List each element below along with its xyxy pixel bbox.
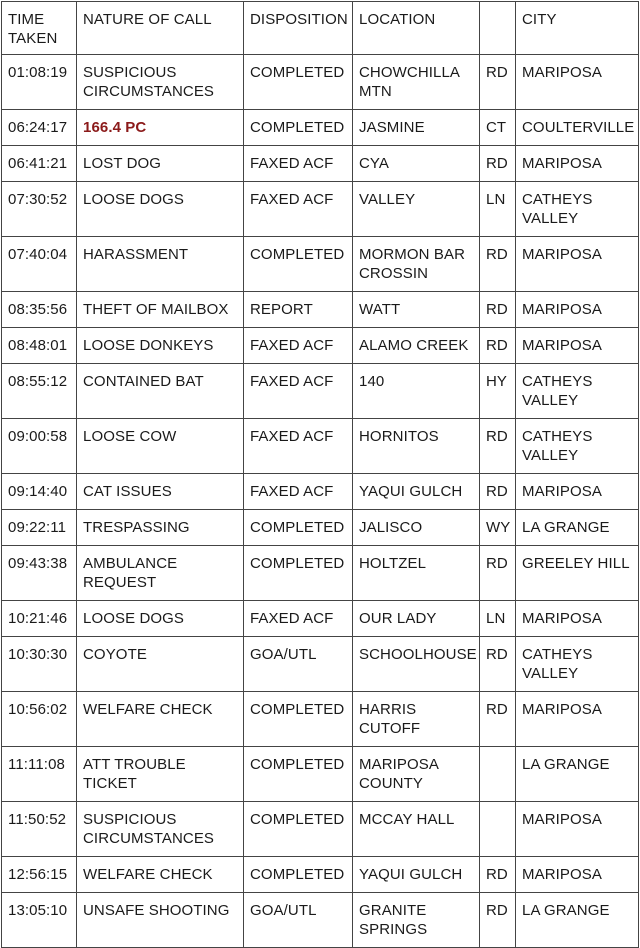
table-body	[2, 55, 639, 948]
city-cell: MARIPOSA	[516, 692, 639, 747]
location-cell: JASMINE	[353, 110, 480, 146]
time-cell: 08:55:12	[2, 364, 77, 419]
nature-of-call-cell: 166.4 PC	[77, 110, 244, 146]
city-cell: LA GRANGE	[516, 893, 639, 948]
header-disposition: DISPOSITION	[244, 2, 353, 55]
header-time-taken: TIME TAKEN	[2, 2, 77, 55]
call-log-table	[1, 1, 639, 948]
disposition-cell: FAXED ACF	[244, 474, 353, 510]
street-suffix-cell: LN	[480, 601, 516, 637]
city-cell: CATHEYS VALLEY	[516, 637, 639, 692]
table-row	[2, 546, 639, 601]
city-cell: MARIPOSA	[516, 237, 639, 292]
city-cell: MARIPOSA	[516, 802, 639, 857]
table-row	[2, 419, 639, 474]
city-cell: COULTERVILLE	[516, 110, 639, 146]
city-cell: CATHEYS VALLEY	[516, 364, 639, 419]
location-cell: HOLTZEL	[353, 546, 480, 601]
nature-of-call-cell: TRESPASSING	[77, 510, 244, 546]
table-row	[2, 55, 639, 110]
table-row	[2, 182, 639, 237]
time-cell: 10:21:46	[2, 601, 77, 637]
street-suffix-cell: RD	[480, 146, 516, 182]
city-cell: CATHEYS VALLEY	[516, 419, 639, 474]
disposition-cell: FAXED ACF	[244, 419, 353, 474]
disposition-cell: REPORT	[244, 292, 353, 328]
nature-of-call-cell: LOOSE DOGS	[77, 182, 244, 237]
disposition-cell: GOA/UTL	[244, 637, 353, 692]
time-cell: 09:43:38	[2, 546, 77, 601]
time-cell: 09:00:58	[2, 419, 77, 474]
nature-of-call-cell: CONTAINED BAT	[77, 364, 244, 419]
location-cell: VALLEY	[353, 182, 480, 237]
location-cell: SCHOOLHOUSE	[353, 637, 480, 692]
street-suffix-cell	[480, 802, 516, 857]
disposition-cell: COMPLETED	[244, 237, 353, 292]
location-cell: MCCAY HALL	[353, 802, 480, 857]
location-cell: CHOWCHILLA MTN	[353, 55, 480, 110]
location-cell: WATT	[353, 292, 480, 328]
table-row	[2, 474, 639, 510]
time-cell: 01:08:19	[2, 55, 77, 110]
table-row	[2, 747, 639, 802]
table-row	[2, 857, 639, 893]
disposition-cell: COMPLETED	[244, 510, 353, 546]
city-cell: MARIPOSA	[516, 474, 639, 510]
street-suffix-cell: RD	[480, 893, 516, 948]
nature-of-call-cell: LOOSE COW	[77, 419, 244, 474]
location-cell: MORMON BAR CROSSIN	[353, 237, 480, 292]
table-row	[2, 146, 639, 182]
table-row	[2, 692, 639, 747]
disposition-cell: FAXED ACF	[244, 364, 353, 419]
street-suffix-cell: RD	[480, 237, 516, 292]
city-cell: GREELEY HILL	[516, 546, 639, 601]
header-city: CITY	[516, 2, 639, 55]
street-suffix-cell: LN	[480, 182, 516, 237]
location-cell: YAQUI GULCH	[353, 474, 480, 510]
table-row	[2, 510, 639, 546]
disposition-cell: COMPLETED	[244, 802, 353, 857]
time-cell: 13:05:10	[2, 893, 77, 948]
location-cell: ALAMO CREEK	[353, 328, 480, 364]
nature-of-call-cell: LOST DOG	[77, 146, 244, 182]
disposition-cell: COMPLETED	[244, 546, 353, 601]
street-suffix-cell: RD	[480, 546, 516, 601]
time-cell: 07:30:52	[2, 182, 77, 237]
disposition-cell: FAXED ACF	[244, 146, 353, 182]
table-row	[2, 364, 639, 419]
nature-of-call-cell: ATT TROUBLE TICKET	[77, 747, 244, 802]
location-cell: HARRIS CUTOFF	[353, 692, 480, 747]
header-suffix	[480, 2, 516, 55]
header-location: LOCATION	[353, 2, 480, 55]
nature-of-call-cell: SUSPICIOUS CIRCUMSTANCES	[77, 55, 244, 110]
table-row	[2, 601, 639, 637]
nature-of-call-cell: THEFT OF MAILBOX	[77, 292, 244, 328]
location-cell: 140	[353, 364, 480, 419]
nature-of-call-cell: HARASSMENT	[77, 237, 244, 292]
location-cell: JALISCO	[353, 510, 480, 546]
disposition-cell: COMPLETED	[244, 747, 353, 802]
table-row	[2, 802, 639, 857]
location-cell: GRANITE SPRINGS	[353, 893, 480, 948]
time-cell: 06:41:21	[2, 146, 77, 182]
disposition-cell: FAXED ACF	[244, 601, 353, 637]
nature-of-call-cell: COYOTE	[77, 637, 244, 692]
city-cell: MARIPOSA	[516, 328, 639, 364]
disposition-cell: COMPLETED	[244, 110, 353, 146]
city-cell: LA GRANGE	[516, 747, 639, 802]
time-cell: 06:24:17	[2, 110, 77, 146]
street-suffix-cell: RD	[480, 857, 516, 893]
header-row	[2, 2, 639, 55]
street-suffix-cell: RD	[480, 55, 516, 110]
time-cell: 12:56:15	[2, 857, 77, 893]
table-row	[2, 893, 639, 948]
location-cell: HORNITOS	[353, 419, 480, 474]
city-cell: MARIPOSA	[516, 857, 639, 893]
nature-of-call-cell: CAT ISSUES	[77, 474, 244, 510]
nature-of-call-cell: LOOSE DONKEYS	[77, 328, 244, 364]
table-row	[2, 637, 639, 692]
street-suffix-cell: RD	[480, 637, 516, 692]
disposition-cell: FAXED ACF	[244, 328, 353, 364]
time-cell: 08:35:56	[2, 292, 77, 328]
city-cell: MARIPOSA	[516, 146, 639, 182]
street-suffix-cell: RD	[480, 292, 516, 328]
header-nature-of-call: NATURE OF CALL	[77, 2, 244, 55]
table-row	[2, 110, 639, 146]
street-suffix-cell: RD	[480, 692, 516, 747]
time-cell: 08:48:01	[2, 328, 77, 364]
nature-of-call-cell: WELFARE CHECK	[77, 857, 244, 893]
disposition-cell: GOA/UTL	[244, 893, 353, 948]
table-row	[2, 292, 639, 328]
city-cell: MARIPOSA	[516, 292, 639, 328]
street-suffix-cell: WY	[480, 510, 516, 546]
street-suffix-cell: RD	[480, 474, 516, 510]
time-cell: 11:50:52	[2, 802, 77, 857]
street-suffix-cell: HY	[480, 364, 516, 419]
disposition-cell: COMPLETED	[244, 55, 353, 110]
location-cell: MARIPOSA COUNTY	[353, 747, 480, 802]
table-row	[2, 328, 639, 364]
street-suffix-cell: RD	[480, 419, 516, 474]
street-suffix-cell: RD	[480, 328, 516, 364]
time-cell: 09:14:40	[2, 474, 77, 510]
street-suffix-cell	[480, 747, 516, 802]
disposition-cell: FAXED ACF	[244, 182, 353, 237]
disposition-cell: COMPLETED	[244, 692, 353, 747]
nature-of-call-cell: AMBULANCE REQUEST	[77, 546, 244, 601]
table-row	[2, 237, 639, 292]
city-cell: CATHEYS VALLEY	[516, 182, 639, 237]
city-cell: MARIPOSA	[516, 55, 639, 110]
nature-of-call-cell: WELFARE CHECK	[77, 692, 244, 747]
nature-of-call-cell: UNSAFE SHOOTING	[77, 893, 244, 948]
city-cell: LA GRANGE	[516, 510, 639, 546]
time-cell: 09:22:11	[2, 510, 77, 546]
location-cell: YAQUI GULCH	[353, 857, 480, 893]
time-cell: 11:11:08	[2, 747, 77, 802]
street-suffix-cell: CT	[480, 110, 516, 146]
nature-of-call-cell: SUSPICIOUS CIRCUMSTANCES	[77, 802, 244, 857]
time-cell: 10:30:30	[2, 637, 77, 692]
time-cell: 07:40:04	[2, 237, 77, 292]
location-cell: OUR LADY	[353, 601, 480, 637]
location-cell: CYA	[353, 146, 480, 182]
time-cell: 10:56:02	[2, 692, 77, 747]
city-cell: MARIPOSA	[516, 601, 639, 637]
disposition-cell: COMPLETED	[244, 857, 353, 893]
nature-of-call-cell: LOOSE DOGS	[77, 601, 244, 637]
